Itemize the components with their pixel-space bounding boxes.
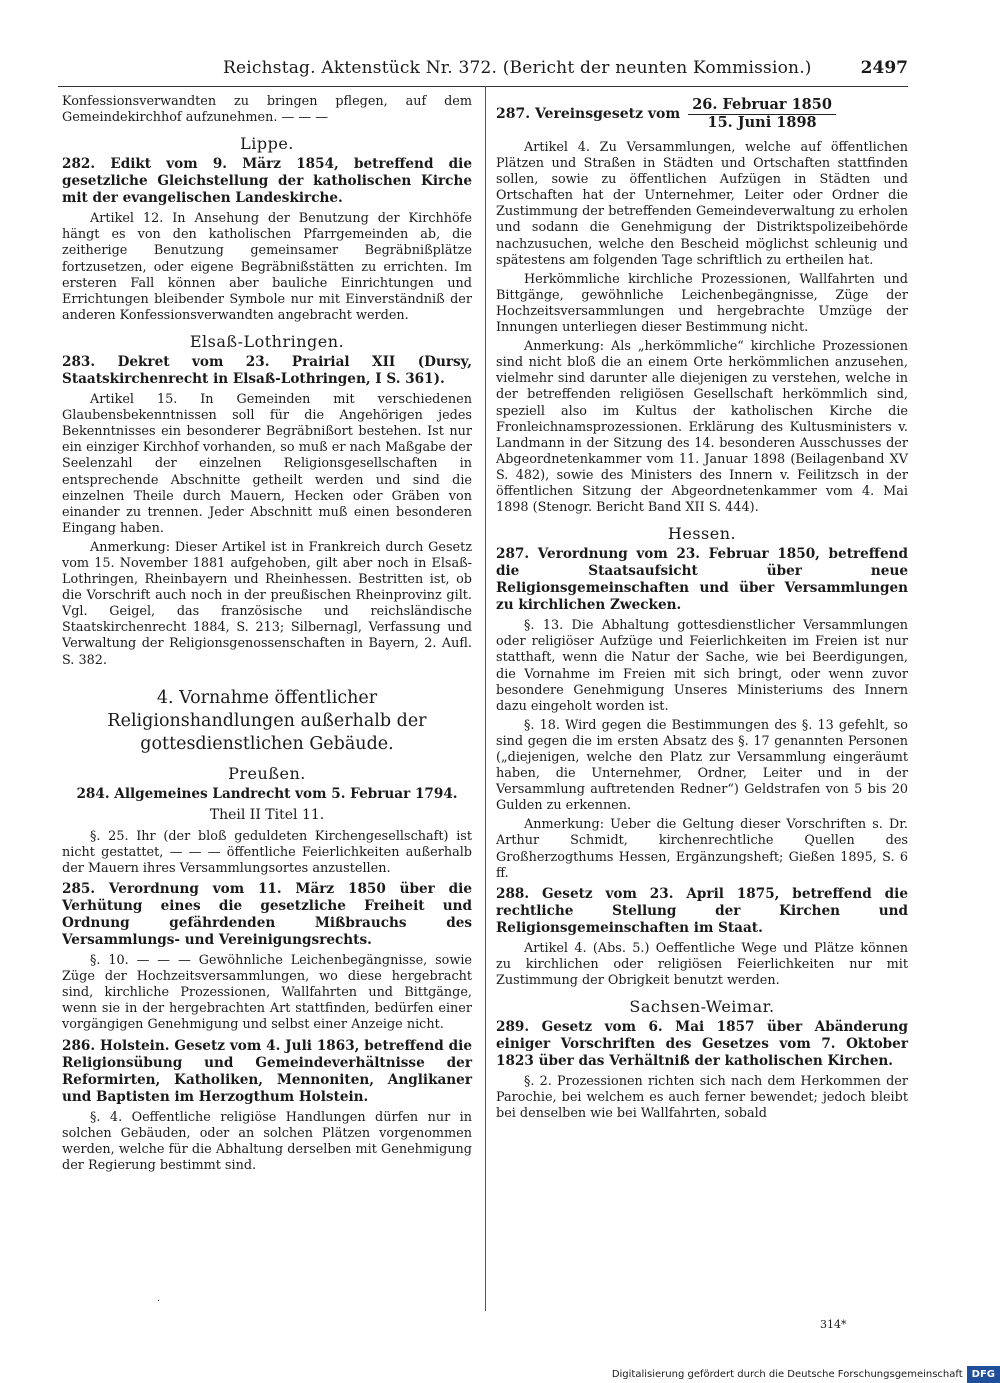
date-numerator: 26. Februar 1850 — [688, 97, 836, 114]
section-heading-289: 289. Gesetz vom 6. Mai 1857 über Abänderung einiger Vorschriften des Gesetzes vom 7. Oktober 1823 über das Verhältniß der katholischen Kirchen. — [496, 1019, 908, 1070]
paragraph-284: §. 25. Ihr (der bloß geduldeten Kirchengesellschaft) ist nicht gestattet, — — — öffentliche Feierlichkeiten außerhalb der Mauern ihres Versammlungsortes anzustellen. — [62, 828, 472, 876]
paragraph-282: Artikel 12. In Ansehung der Benutzung der Kirchhöfe hängt es von den katholischen Pfarrgemeinden ab, die zeitherige Benutzung gemeinsamer Begräbnißplätze fortzusetzen, oder eigene Begräbnißstätten zu errichten. Im ersteren Fall können aber bauliche Einrichtungen und Errichtungen bleibender Symbole nur mit Einverständniß der anderen Konfessionsverwandten angebracht werden. — [62, 211, 472, 323]
footer-text: Digitalisierung gefördert durch die Deutsche Forschungsgemeinschaft — [611, 1369, 963, 1380]
paragraph-287b-18: §. 18. Wird gegen die Bestimmungen des §. 13 gefehlt, so sind gegen die im ersten Absatz des §. 17 genannten Personen („diejenigen, welche den Platz zur Versammlung eingeräumt haben, die Unternehmer, Ordner, Leiter und in der Versammlung auftretenden Redner“) Geldstrafen von 5 bis 20 Gulden zu erkennen. — [496, 717, 908, 814]
paragraph-285: §. 10. — — — Gewöhnliche Leichenbegängnisse, sowie Züge der Hochzeitsversammlungen, wo diese hergebracht sind, kirchliche Prozessionen, Wallfahrten und Bittgänge, wenn sie in der hergebrachten Art stattfinden, bedürfen einer vorgängigen Genehmigung und selbst einer Anzeige nicht. — [62, 953, 472, 1033]
signature-mark: 314* — [820, 1318, 847, 1331]
section-heading-287a — [496, 94, 908, 134]
date-fraction — [688, 97, 836, 130]
paragraph-289: §. 2. Prozessionen richten sich nach dem Herkommen der Parochie, bei welchem es auch ferner bewendet; jedoch bleibt bei denselben wie bei Wallfahrten, sobald — [496, 1074, 908, 1122]
paragraph-287b-note: Anmerkung: Ueber die Geltung dieser Vorschriften s. Dr. Arthur Schmidt, kirchenrechtliche Quellen des Großherzogthums Hessen, Ergänzungsheft; Gießen 1895, S. 6 ff. — [496, 817, 908, 881]
paragraph-287a-second: Herkömmliche kirchliche Prozessionen, Wallfahrten und Bittgänge, gewöhnliche Leichenbegängnisse, Züge der Hochzeitsversammlungen und hergebrachte Umzüge der Innungen unterliegen dieser Bestimmung nicht. — [496, 271, 908, 336]
paragraph-283-article: Artikel 15. In Gemeinden mit verschiedenen Glaubensbekenntnissen soll für die Angehörigen jedes Bekenntnisses ein besonderer Begräbnißort bestehen. Ist nur ein einziger Kirchhof vorhanden, so muß er nach Maßgabe der Seelenzahl der einzelnen Religionsgesellschaften in entsprechende Abschnitte getheilt werden und sind die einzelnen Theile durch Mauern, Hecken oder Gräben von einander zu trennen. Jeder Abschnitt muß einen besonderen Eingang haben. — [62, 392, 472, 536]
section-heading-288: 288. Gesetz vom 23. April 1875, betreffend die rechtliche Stellung der Kirchen und Religionsgemeinschaften im Staat. — [496, 885, 908, 936]
paragraph-287a-article: Artikel 4. Zu Versammlungen, welche auf öffentlichen Plätzen und Straßen in Städten und Ortschaften stattfinden sollen, sowie zu öffentlichen Aufzügen in Städten und Ortschaften hat der Unternehmer, Leiter oder Ordner die Zustimmung der betreffenden Gemeindeverwaltung zu erholen und sodann die Genehmigung der Distriktspolizeibehörde nachzusuchen, welche den Bescheid möglichst schleunig und spätestens am folgenden Tage schriftlich zu ertheilen hat. — [496, 140, 908, 268]
paragraph-288: Artikel 4. (Abs. 5.) Oeffentliche Wege und Plätze können zu kirchlichen oder religiösen Feierlichkeiten nur mit Zustimmung der Obrigkeit benutzt werden. — [496, 940, 908, 988]
section-heading-283: 283. Dekret vom 23. Prairial XII (Dursy, Staatskirchenrecht in Elsaß-Lothringen, I S. 361). — [62, 354, 472, 388]
section-heading-286: 286. Holstein. Gesetz vom 4. Juli 1863, betreffend die Religionsübung und Gemeindeverhältnisse der Reformirten, Katholiken, Mennoniten, Anglikaner und Baptisten im Herzogthum Holstein. — [62, 1037, 472, 1105]
state-heading-lippe: Lippe. — [240, 134, 294, 154]
section-heading-282: 282. Edikt vom 9. März 1854, betreffend die gesetzliche Gleichstellung der katholischen Kirche mit der evangelischen Landeskirche. — [62, 156, 472, 207]
paragraph-287b-13: §. 13. Die Abhaltung gottesdienstlicher Versammlungen oder religiöser Aufzüge und Feierlichkeiten im Freien ist nur statthaft, wenn die Natur der Sache, wie bei Beerdigungen, die Vornahme im Freien mit sich bringt, oder wenn zuvor besondere Genehmigung Unseres Ministeriums des Innern dazu eingeholt worden ist. — [496, 618, 908, 714]
section-heading-285: 285. Verordnung vom 11. März 1850 über die Verhütung eines die gesetzliche Freiheit und Ordnung gefährdenden Mißbrauchs des Versammlungs- und Vereinigungsrechts. — [62, 881, 472, 949]
state-heading-hessen: Hessen. — [667, 524, 737, 544]
running-title: Reichstag. Aktenstück Nr. 372. (Bericht der neunten Kommission.) — [223, 58, 812, 78]
page-header — [58, 52, 908, 87]
print-mark: · — [157, 1296, 161, 1307]
subheading-284: Theil II Titel 11. — [209, 806, 325, 823]
state-heading-preussen: Preußen. — [228, 763, 306, 783]
state-heading-elsass: Elsaß-Lothringen. — [189, 331, 345, 351]
section-heading-287b: 287. Verordnung vom 23. Februar 1850, betreffend die Staatsaufsicht über neue Religionsgemeinschaften und über Versammlungen zu kirchlichen Zwecken. — [496, 546, 908, 614]
chapter-title-4: 4. Vornahme öffentlicher Religionshandlungen außerhalb der gottesdienstlichen Gebäude. — [107, 687, 427, 754]
date-denominator: 15. Juni 1898 — [707, 113, 817, 131]
left-column — [62, 94, 472, 1177]
right-column — [496, 94, 908, 1125]
heading-287a-prefix: 287. Vereinsgesetz vom — [496, 105, 681, 122]
intro-paragraph: Konfessionsverwandten zu bringen pflegen, auf dem Gemeindekirchhof aufzunehmen. — — — — [62, 94, 472, 126]
page-number: 2497 — [860, 58, 908, 78]
paragraph-283-note: Anmerkung: Dieser Artikel ist in Frankreich durch Gesetz vom 15. November 1881 aufgehoben, gilt aber noch in Elsaß-Lothringen, Rheinbayern und Rheinhessen. Bestritten ist, ob die Vorschrift auch noch in der preußischen Rheinprovinz gilt. Vgl. Geigel, das französische und reichsländische Staatskirchenrecht 1884, S. 213; Silbernagl, Verfassung und Verwaltung der Religionsgenossenschaften in Bayern, 2. Aufl. S. 382. — [62, 539, 472, 668]
paragraph-286: §. 4. Oeffentliche religiöse Handlungen dürfen nur in solchen Gebäuden, oder an solchen Plätzen vorgenommen werden, welche für die Abhaltung derselben mit Genehmigung der Regierung bestimmt sind. — [62, 1109, 472, 1173]
paragraph-287a-note: Anmerkung: Als „herkömmliche“ kirchliche Prozessionen sind nicht bloß die an einem Orte herkömmlichen anzusehen, vielmehr sind darunter alle diejenigen zu verstehen, welche in der betreffenden religiösen Gesellschaft herkömmlich sind, speziell also im Kultus der katholischen Kirche die Fronleichnamsprozessionen. Erklärung des Kultusministers v. Landmann in der Sitzung des 14. besonderen Ausschusses der Abgeordnetenkammer vom 11. Januar 1898 (Beilagenband XV S. 482), sowie des Ministers des Innern v. Feilitzsch in der öffentlichen Sitzung der Abgeordnetenkammer vom 4. Mai 1898 (Stenogr. Bericht Band XII S. 444). — [496, 339, 908, 516]
state-heading-weimar: Sachsen-Weimar. — [629, 997, 775, 1017]
column-divider — [485, 86, 486, 1311]
dfg-logo: DFG — [967, 1366, 1000, 1383]
section-heading-284: 284. Allgemeines Landrecht vom 5. Februar 1794. — [76, 785, 458, 802]
digitization-footer — [612, 1366, 1000, 1383]
